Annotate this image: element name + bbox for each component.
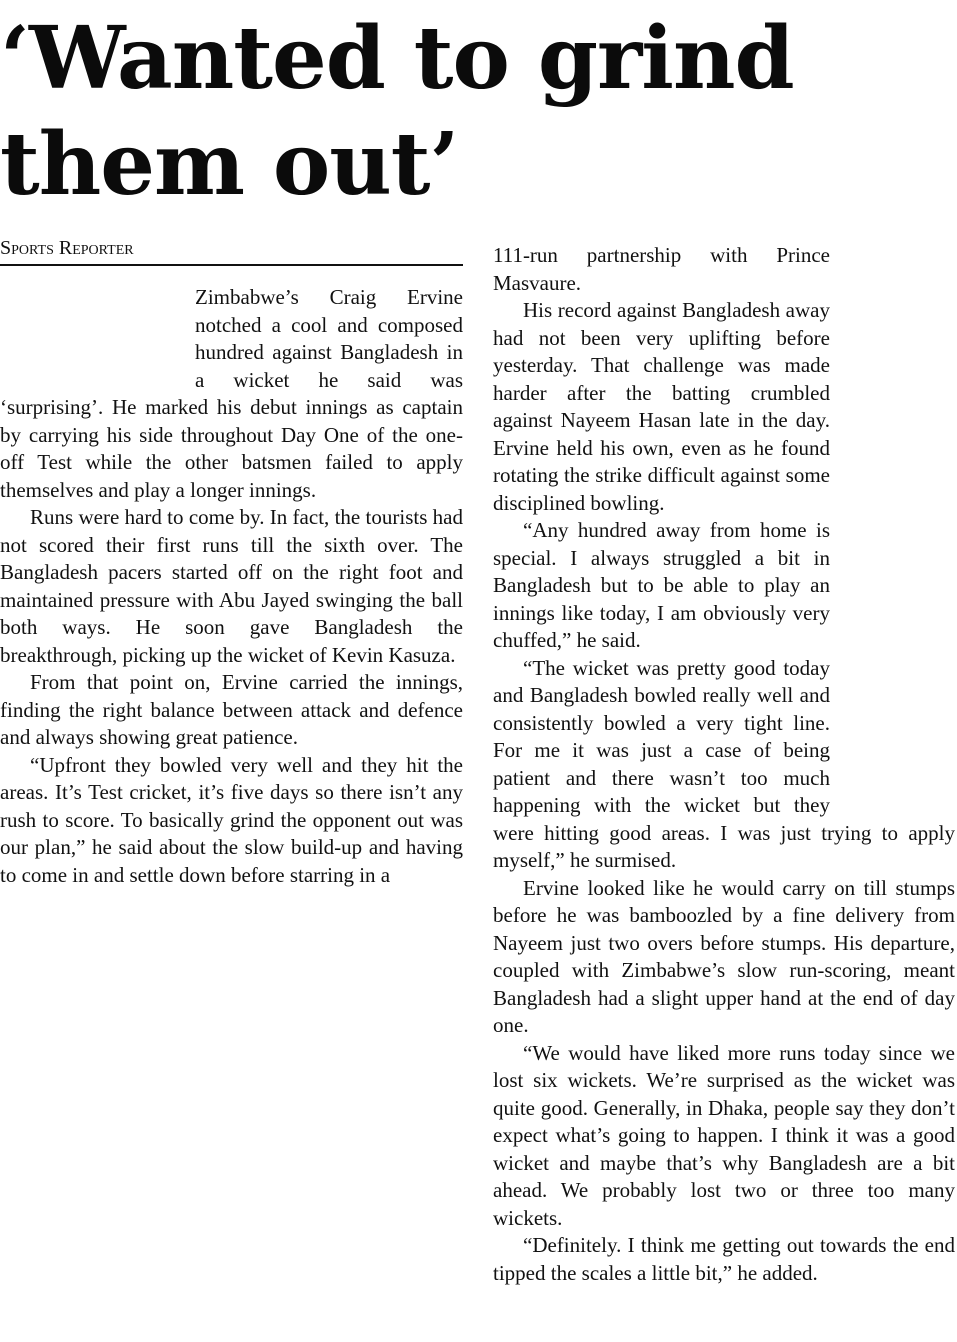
paragraph: Ervine looked like he would carry on till stumps before he was bamboozled by a fine delivery from Nayeem just two overs before stumps. His departure, coupled with Zimbabwe’s slow run-scoring, meant Bangladesh had a slight upper hand at the end of day one. [493,875,955,1037]
paragraph: “Upfront they bowled very well and they hit the areas. It’s Test cricket, it’s five days so there isn’t any rush to score. To basically grind the opponent out was our plan,” he said about the slow build-up and having to come in and settle down before starring in a [0,752,463,887]
photo-space [0,284,195,392]
paragraph: Runs were hard to come by. In fact, the tourists had not scored their first runs till the sixth over. The Bangladesh pacers started off on the right foot and maintained pressure with Abu Jayed swinging the ball both ways. He soon gave Bangladesh the breakthrough, picking up the wicket of Kevin Kasuza. [0,505,463,667]
paragraph: “Any hundred away from home is special. I always struggled a bit in Bangladesh but to be able to play an innings like today, I am obviously very chuffed,” he said. [493,518,830,652]
headline: ‘Wanted to grind them out’ [0,8,794,215]
paragraph: Zimbabwe’s Craig Ervine notched a cool and composed hundred against Bangladesh in a wicket he said was ‘surprising’. He marked his debut innings as captain by carrying his side throughout Day One of the one-off Test while the other batsmen failed to apply themselves and play a longer innings. [0,285,463,502]
paragraph: 111-run partnership with Prince Masvaure. [493,243,830,295]
article-column-right [493,242,955,1287]
paragraph: His record against Bangladesh away had not been very uplifting before yesterday. That challenge was made harder after the batting crumbled against Nayeem Hasan late in the day. Ervine held his own, even as he found rotating the strike difficult against some disciplined bowling. [493,298,830,515]
paragraph: From that point on, Ervine carried the innings, finding the right balance between attack and defence and always showing great patience. [0,670,463,749]
paragraph: “We would have liked more runs today since we lost six wickets. We’re surprised as the wicket was quite good. Generally, in Dhaka, people say they don’t expect what’s going to happen. I think it was a good wicket and maybe that’s why Bangladesh are a bit ahead. We probably lost two or three too many wickets. [493,1040,955,1230]
article-column-left [0,284,463,889]
paragraph: “Definitely. I think me getting out towards the end tipped the scales a little bit,” he added. [493,1233,955,1285]
paragraph: “The wicket was pretty good today and Bangladesh bowled really well and consistently bowled a very tight line. For me it was just a case of being patient and there wasn’t too much happening with the wicket but they were hitting good areas. I was just trying to apply myself,” he surmised. [493,655,955,872]
byline: Sports Reporter [0,234,463,266]
inset-space [830,554,955,819]
